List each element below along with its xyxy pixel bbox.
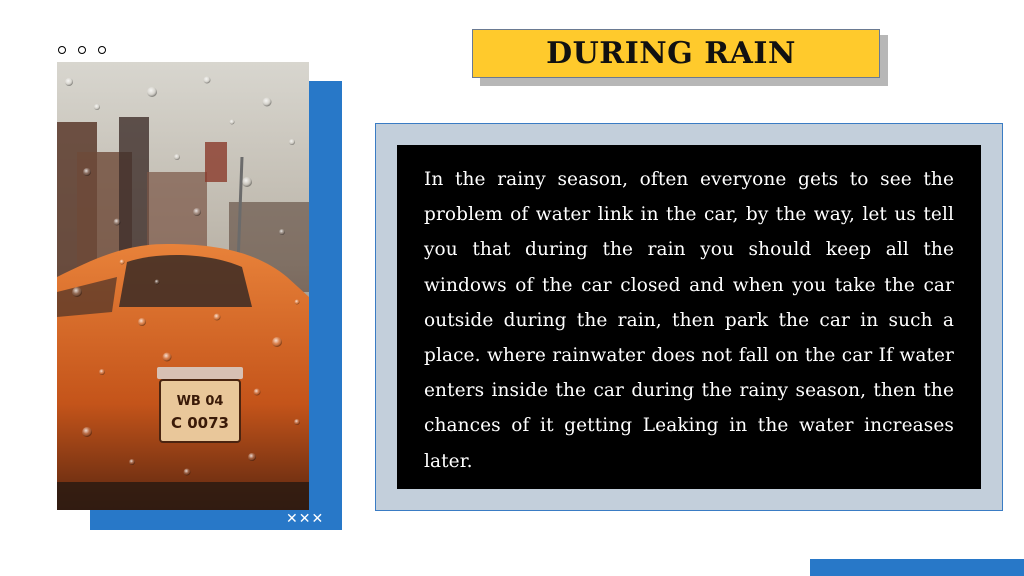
page-title: DURING RAIN <box>546 36 796 71</box>
corner-accent-bar <box>810 559 1024 576</box>
rain-taxi-photo <box>57 62 309 510</box>
body-paragraph: In the rainy season, often everyone gets to see the problem of water link in the car, by the way, let us tell you that during the rain you should keep all the windows of the car closed and when you take the car outside during the rain, then park the car in such a place. where rainwater does not fall on the car If water enters inside the car during the rainy season, then the chances of it getting Leaking in the water increases later. <box>424 169 954 472</box>
svg-text:WB 04: WB 04 <box>176 394 224 409</box>
text-panel <box>397 145 981 489</box>
title-banner <box>472 29 880 78</box>
svg-text:C 0073: C 0073 <box>171 414 229 432</box>
x-pattern-icon: ✕✕✕ <box>286 511 325 527</box>
